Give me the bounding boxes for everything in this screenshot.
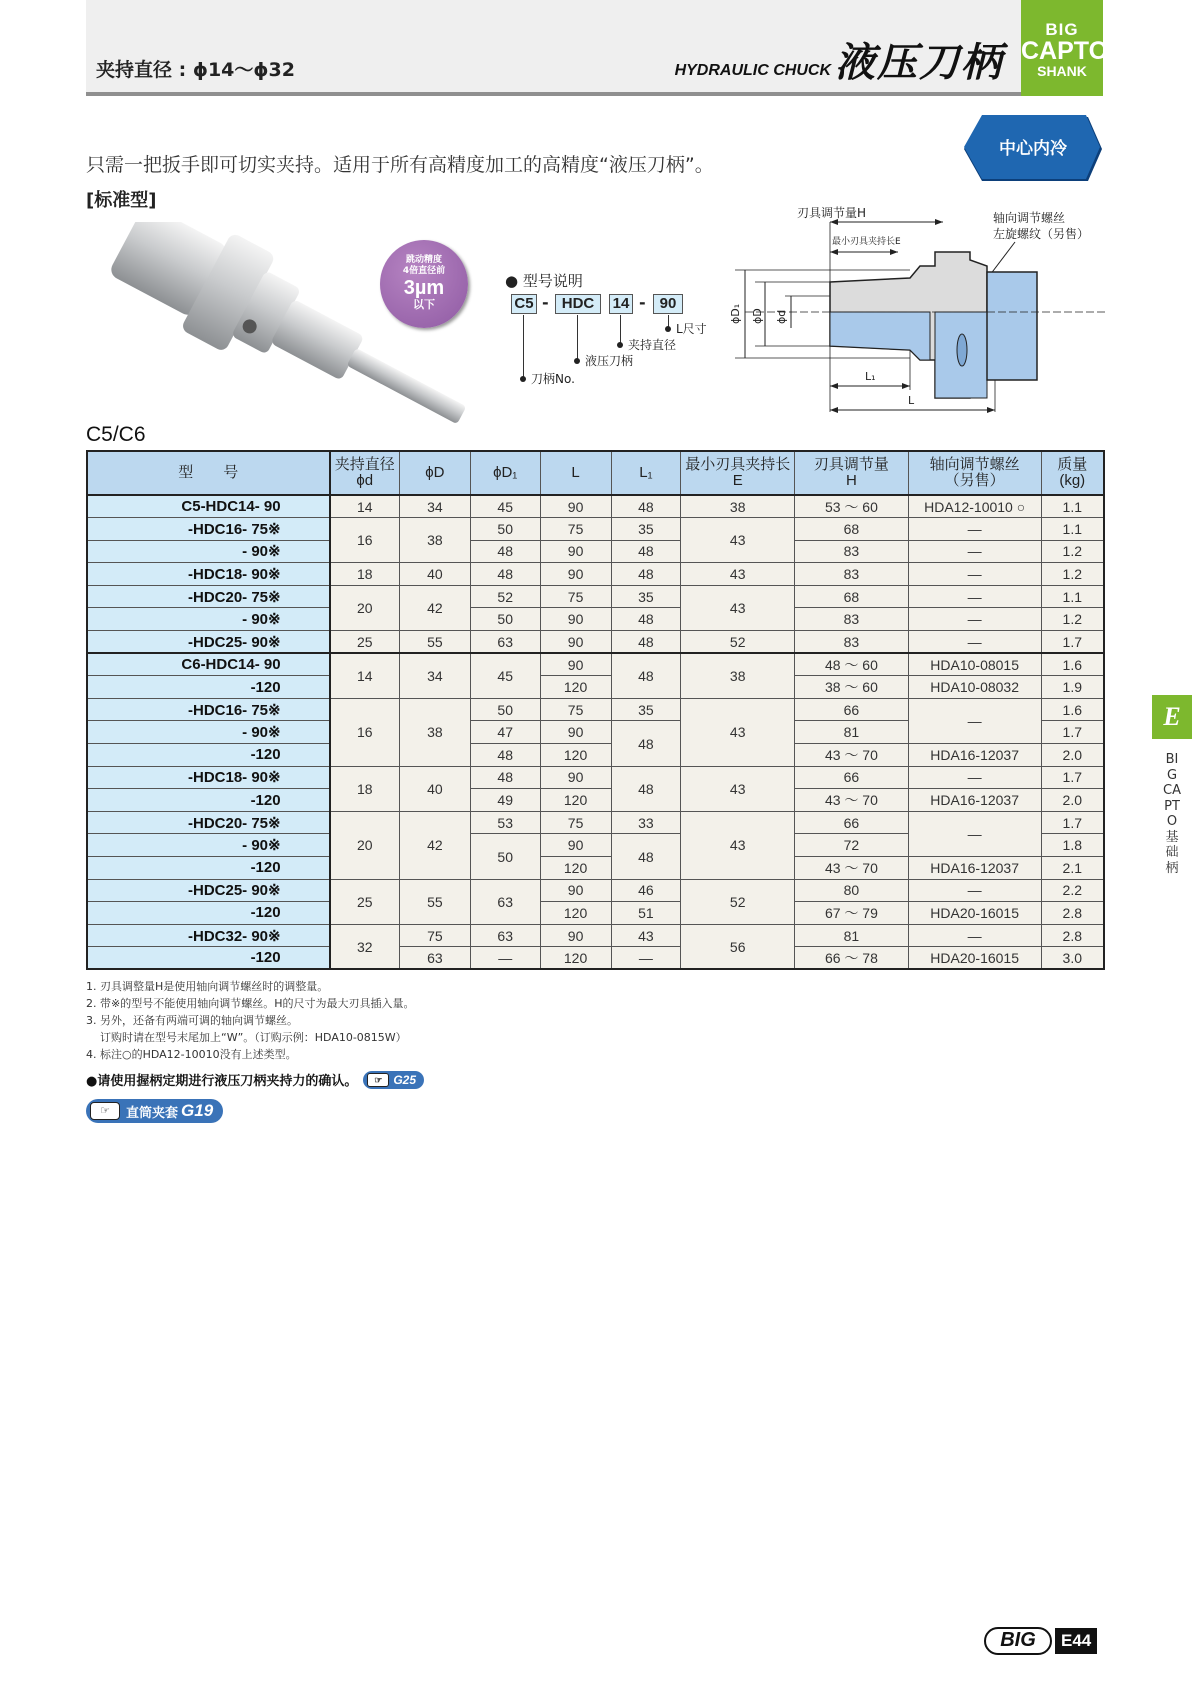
footnotes <box>86 978 414 1063</box>
section-label: BIG CAPTO基础柄 <box>1163 752 1181 876</box>
part-shank: C5 <box>511 294 537 314</box>
model-explanation <box>505 270 735 390</box>
title-en: HYDRAULIC CHUCK <box>674 62 831 79</box>
part-type: HDC <box>555 294 601 314</box>
table-row: -HDC16- 75※ 16 38 50 75 35 43 68 — 1.1 <box>87 518 1104 541</box>
col-D1: ϕD₁ <box>470 451 540 495</box>
brand-tab-line1: BIG <box>1045 20 1079 39</box>
label-d1: ϕD₁ <box>729 303 742 324</box>
page-ref-g25[interactable]: ☞ G25 <box>363 1071 424 1089</box>
label-e: 最小刃具夹持长E <box>832 237 901 247</box>
dash: - <box>542 293 549 312</box>
accuracy-line1: 跳动精度 <box>405 255 442 265</box>
label-l-dim: L尺寸 <box>676 322 707 336</box>
table-row: -HDC25- 90※ 25 55 63 90 46 52 80 — 2.2 <box>87 879 1104 902</box>
collet-ref-code: G19 <box>181 1101 214 1120</box>
coolant-label: 中心内冷 <box>999 139 1067 159</box>
title-cn: 液压刀柄 <box>835 40 1003 86</box>
big-logo: BIG <box>984 1627 1052 1655</box>
table-row: - 90※ 48 90 48 83 — 1.2 <box>87 540 1104 563</box>
label-screw-1: 轴向调节螺丝 <box>993 211 1066 225</box>
note-3: 3. 另外，还备有两端可调的轴向调节螺丝。 <box>86 1014 298 1027</box>
warning-note <box>86 1070 424 1089</box>
brand-tab-line3: SHANK <box>1037 63 1087 79</box>
coolant-badge <box>962 115 1104 183</box>
table-row: - 90※ 47 90 48 81 1.7 <box>87 721 1104 744</box>
spec-table <box>86 450 1105 970</box>
collet-ref-label: 直筒夹套 <box>126 1105 179 1121</box>
pointing-hand-icon: ☞ <box>367 1073 389 1087</box>
table-row: - 90※ 50 90 48 83 — 1.2 <box>87 608 1104 631</box>
table-row: - 90※ 50 90 48 72 1.8 <box>87 834 1104 857</box>
part-diameter: 14 <box>609 294 633 314</box>
label-dd: ϕd <box>775 309 788 324</box>
table-row: -HDC18- 90※ 18 40 48 90 48 43 83 — 1.2 <box>87 563 1104 586</box>
clamping-range: 夹持直径 : ϕ14～ϕ32 <box>96 59 295 81</box>
table-row: -120 48 120 43 ～ 70 HDA16-12037 2.0 <box>87 744 1104 767</box>
straight-collet-ref[interactable] <box>86 1099 223 1123</box>
accuracy-value: 3µm <box>403 277 445 299</box>
table-row: -120 49 120 43 ～ 70 HDA16-12037 2.0 <box>87 789 1104 812</box>
page-header <box>86 0 1021 96</box>
table-row: -HDC25- 90※ 25 55 63 90 48 52 83 — 1.7 <box>87 631 1104 654</box>
label-clamp-dia: 夹持直径 <box>628 338 677 352</box>
brand-tab-line2: CAPTO <box>1021 37 1109 65</box>
table-row: -HDC18- 90※ 18 40 48 90 48 43 66 — 1.7 <box>87 766 1104 789</box>
table-row: C5-HDC14- 90 14 34 45 90 48 38 53 ～ 60 HDA12-10010 ○ 1.1 <box>87 495 1104 518</box>
label-chuck-type: 液压刀柄 <box>585 354 634 368</box>
col-D: ϕD <box>399 451 470 495</box>
col-H: 刃具调节量 H <box>795 451 909 495</box>
intro-text: 只需一把扳手即可切实夹持。适用于所有高精度加工的高精度“液压刀柄”。 <box>86 154 714 176</box>
brand-tab <box>1021 0 1109 96</box>
table-row: -HDC20- 75※ 20 42 53 75 33 43 66 — 1.7 <box>87 811 1104 834</box>
table-row: -HDC16- 75※ 16 38 50 75 35 43 66 — 1.6 <box>87 698 1104 721</box>
section-tab-e[interactable]: E <box>1152 695 1192 739</box>
col-L1: L₁ <box>611 451 681 495</box>
col-model: 型 号 <box>87 451 330 495</box>
note-2: 2. 带※的型号不能使用轴向调节螺丝。H的尺寸为最大刃具插入量。 <box>86 997 415 1010</box>
table-row: -120 120 38 ～ 60 HDA10-08032 1.9 <box>87 676 1104 699</box>
label-h: 刃具调节量H <box>797 206 867 220</box>
accuracy-line4: 以下 <box>413 298 435 311</box>
model-explanation-title: ● 型号说明 <box>505 272 583 290</box>
note-4: 4. 标注○的HDA12-10010没有上述类型。 <box>86 1048 297 1061</box>
footer <box>984 1627 1097 1655</box>
accuracy-line2: 4倍直径前 <box>402 266 446 276</box>
standard-type-label: [标准型] <box>86 190 157 211</box>
col-mass: 质量 (kg) <box>1041 451 1104 495</box>
warning-text: ●请使用握柄定期进行液压刀柄夹持力的确认。 <box>86 1074 358 1089</box>
table-row: -120 120 51 67 ～ 79 HDA20-16015 2.8 <box>87 902 1104 925</box>
label-l: L <box>908 394 915 407</box>
label-shank-no: 刀柄No. <box>531 372 575 386</box>
table-row: -HDC32- 90※ 32 75 63 90 43 56 81 — 2.8 <box>87 924 1104 947</box>
note-3-order: 订购时请在型号末尾加上“W”。（订购示例：HDA10-0815W） <box>100 1031 407 1044</box>
label-screw-2: 左旋螺纹（另售） <box>993 227 1090 241</box>
pointing-hand-icon: ☞ <box>90 1102 120 1120</box>
label-l1: L₁ <box>865 370 876 383</box>
page-number: E44 <box>1055 1628 1097 1654</box>
col-L: L <box>540 451 611 495</box>
col-E: 最小刃具夹持长 E <box>681 451 795 495</box>
label-d: ϕD <box>751 308 764 324</box>
note-1: 1. 刃具调整量H是使用轴向调节螺丝时的调整量。 <box>86 980 329 993</box>
series-title: C5/C6 <box>86 423 146 446</box>
dash: - <box>639 293 646 312</box>
col-screw: 轴向调节螺丝 （另售） <box>908 451 1041 495</box>
table-row: -120 63 — 120 — 66 ～ 78 HDA20-16015 3.0 <box>87 947 1104 970</box>
part-length: 90 <box>653 294 683 314</box>
table-row: C6-HDC14- 90 14 34 45 90 48 38 48 ～ 60 HDA10-08015 1.6 <box>87 653 1104 676</box>
runout-accuracy-badge <box>380 240 468 328</box>
table-header-row <box>87 451 1104 495</box>
dimension-drawing <box>725 200 1105 420</box>
table-row: -HDC20- 75※ 20 42 52 75 35 43 68 — 1.1 <box>87 585 1104 608</box>
col-clamp-dia: 夹持直径 ϕd <box>330 451 400 495</box>
table-row: -120 120 43 ～ 70 HDA16-12037 2.1 <box>87 857 1104 880</box>
